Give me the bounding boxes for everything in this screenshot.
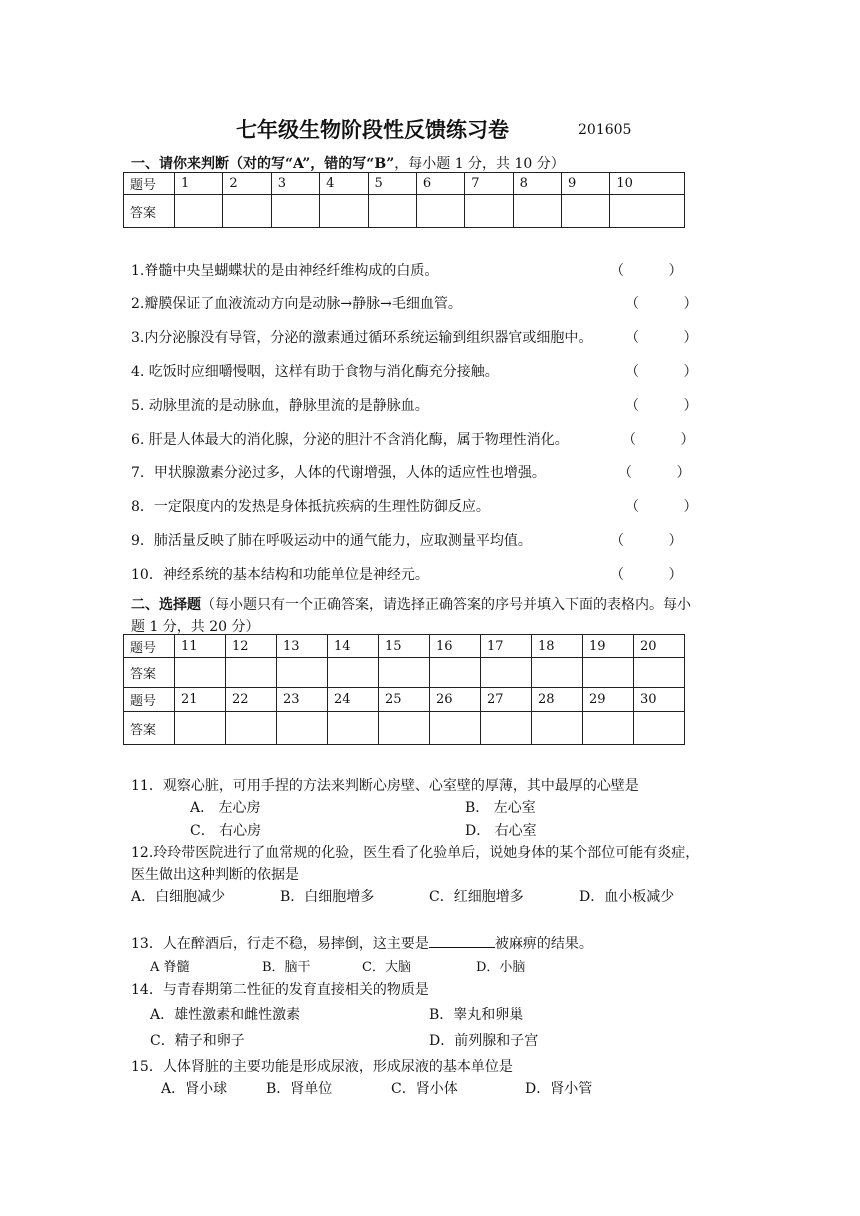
judgment-item: 10．神经系统的基本结构和功能单位是神经元。: [131, 567, 429, 583]
answer-parentheses[interactable]: （ ）: [610, 263, 683, 279]
judgment-item: 5. 动脉里流的是动脉血，静脉里流的是静脉血。: [131, 398, 429, 414]
answer-cell[interactable]: [379, 712, 430, 745]
judgment-item: 8．一定限度内的发热是身体抵抗疾病的生理性防御反应。: [131, 499, 490, 515]
question-number: 26: [430, 688, 481, 712]
question-number: 18: [532, 635, 583, 658]
question-number: 16: [430, 635, 481, 658]
question-12-option-c[interactable]: C．红细胞增多: [429, 889, 524, 905]
question-number: 11: [175, 635, 226, 658]
answer-cell[interactable]: [223, 195, 271, 228]
question-12-option-b[interactable]: B．白细胞增多: [280, 889, 375, 905]
question-number: 9: [562, 173, 610, 195]
answer-parentheses[interactable]: （ ）: [610, 533, 683, 549]
question-number: 3: [271, 173, 319, 195]
answer-cell[interactable]: [277, 712, 328, 745]
section2-heading-line2: 题 1 分，共 20 分）: [131, 619, 260, 635]
question-15-option-c[interactable]: C．肾小体: [391, 1081, 458, 1097]
answer-cell[interactable]: [430, 658, 481, 688]
answer-parentheses[interactable]: （ ）: [625, 330, 698, 346]
question-13-stem-post: 被麻痹的结果。: [494, 936, 593, 952]
question-number: 2: [223, 173, 271, 195]
question-11-option-b[interactable]: B． 左心室: [465, 800, 536, 816]
answer-parentheses[interactable]: （ ）: [618, 465, 691, 481]
paper-code: 201605: [578, 122, 632, 138]
question-number: 28: [532, 688, 583, 712]
answer-cell[interactable]: [226, 712, 277, 745]
question-number: 30: [634, 688, 685, 712]
question-number: 4: [320, 173, 368, 195]
question-number: 22: [226, 688, 277, 712]
question-12-option-d[interactable]: D．血小板减少: [579, 889, 675, 905]
question-number: 12: [226, 635, 277, 658]
question-12-stem: 12.玲玲带医院进行了血常规的化验，医生看了化验单后，说她身体的某个部位可能有炎症，: [131, 845, 700, 861]
choice-answer-table: [123, 634, 685, 745]
question-13-option-b[interactable]: B．脑干: [262, 960, 311, 975]
question-number: 10: [610, 173, 685, 195]
question-15-option-d[interactable]: D．肾小管: [525, 1081, 593, 1097]
answer-cell[interactable]: [465, 195, 513, 228]
question-15-option-a[interactable]: A．肾小球: [161, 1081, 228, 1097]
answer-parentheses[interactable]: （ ）: [610, 567, 683, 583]
question-15-stem: 15．人体肾脏的主要功能是形成尿液，形成尿液的基本单位是: [131, 1059, 513, 1075]
answer-cell[interactable]: [430, 712, 481, 745]
question-14-stem: 14．与青春期第二性征的发育直接相关的物质是: [131, 982, 429, 998]
answer-cell[interactable]: [379, 658, 430, 688]
question-15-option-b[interactable]: B．肾单位: [266, 1081, 333, 1097]
question-13-option-c[interactable]: C．大脑: [362, 960, 411, 975]
question-number: 13: [277, 635, 328, 658]
question-number: 23: [277, 688, 328, 712]
question-13-option-a[interactable]: A 脊髓: [150, 960, 190, 975]
judgment-item: 7．甲状腺激素分泌过多，人体的代谢增强，人体的适应性也增强。: [131, 465, 546, 481]
question-12-stem-line2: 医生做出这种判断的依据是: [131, 867, 299, 883]
table-row-label: 题号: [124, 173, 175, 195]
question-11-stem: 11．观察心脏，可用手捏的方法来判断心房壁、心室壁的厚薄，其中最厚的心壁是: [131, 778, 639, 794]
table-row-label: 答案: [124, 658, 175, 688]
question-number: 25: [379, 688, 430, 712]
section2-heading-rest: （每小题只有一个正确答案，请选择正确答案的序号并填入下面的表格内。每小: [201, 597, 691, 613]
answer-parentheses[interactable]: （ ）: [625, 364, 698, 380]
answer-parentheses[interactable]: （ ）: [625, 499, 698, 515]
section1-heading-bold: 一、请你来判断（对的写“A”，错的写“B”: [131, 156, 395, 172]
table-row-label: 题号: [124, 688, 175, 712]
question-number: 15: [379, 635, 430, 658]
section2-heading-bold: 二、选择题: [131, 597, 201, 613]
question-number: 1: [175, 173, 223, 195]
judgment-item: 4. 吃饭时应细嚼慢咽，这样有助于食物与消化酶充分接触。: [131, 364, 499, 380]
question-number: 27: [481, 688, 532, 712]
question-number: 6: [416, 173, 464, 195]
question-13-stem: [131, 933, 593, 953]
answer-cell[interactable]: [416, 195, 464, 228]
table-row-label: 答案: [124, 195, 175, 228]
question-13-stem-pre: 13．人在醉酒后，行走不稳，易摔倒，这主要是: [131, 936, 429, 952]
answer-cell[interactable]: [320, 195, 368, 228]
judgment-item: 6. 肝是人体最大的消化腺，分泌的胆汁不含消化酶，属于物理性消化。: [131, 432, 569, 448]
judgment-item: 9．肺活量反映了肺在呼吸运动中的通气能力，应取测量平均值。: [131, 533, 532, 549]
answer-cell[interactable]: [175, 658, 226, 688]
answer-cell[interactable]: [481, 658, 532, 688]
answer-cell[interactable]: [513, 195, 561, 228]
question-number: 17: [481, 635, 532, 658]
section2-heading: [131, 594, 691, 614]
table-row-label: 答案: [124, 712, 175, 745]
answer-cell[interactable]: [481, 712, 532, 745]
table-row-label: 题号: [124, 635, 175, 658]
answer-cell[interactable]: [532, 658, 583, 688]
question-14-option-c[interactable]: C．精子和卵子: [150, 1033, 245, 1049]
answer-cell[interactable]: [175, 712, 226, 745]
judgment-answer-table: [123, 172, 685, 228]
answer-cell[interactable]: [368, 195, 416, 228]
answer-cell[interactable]: [226, 658, 277, 688]
answer-cell[interactable]: [583, 712, 634, 745]
judgment-item: 2.瓣膜保证了血液流动方向是动脉→静脉→毛细血管。: [131, 296, 462, 312]
question-11-option-a[interactable]: A． 左心房: [190, 800, 261, 816]
question-number: 19: [583, 635, 634, 658]
answer-parentheses[interactable]: （ ）: [622, 432, 695, 448]
question-number: 20: [634, 635, 685, 658]
answer-parentheses[interactable]: （ ）: [625, 296, 698, 312]
question-12-option-a[interactable]: A．白细胞减少: [131, 889, 226, 905]
question-14-option-b[interactable]: B．睾丸和卵巢: [429, 1007, 524, 1023]
question-14-option-a[interactable]: A．雄性激素和雌性激素: [150, 1007, 301, 1023]
answer-cell[interactable]: [610, 195, 685, 228]
question-11-option-d[interactable]: D． 右心室: [465, 823, 537, 839]
section1-heading: [131, 153, 565, 173]
answer-cell[interactable]: [634, 712, 685, 745]
question-number: 24: [328, 688, 379, 712]
judgment-item: 3.内分泌腺没有导管，分泌的激素通过循环系统运输到组织器官或细胞中。: [131, 330, 593, 346]
answer-cell[interactable]: [277, 658, 328, 688]
answer-cell[interactable]: [175, 195, 223, 228]
answer-cell[interactable]: [634, 658, 685, 688]
fill-in-blank[interactable]: [429, 933, 495, 948]
question-number: 14: [328, 635, 379, 658]
question-11-option-c[interactable]: C． 右心房: [190, 823, 262, 839]
answer-cell[interactable]: [532, 712, 583, 745]
question-number: 8: [513, 173, 561, 195]
question-number: 5: [368, 173, 416, 195]
question-number: 21: [175, 688, 226, 712]
question-14-option-d[interactable]: D．前列腺和子宫: [429, 1033, 539, 1049]
answer-cell[interactable]: [328, 712, 379, 745]
answer-cell[interactable]: [271, 195, 319, 228]
question-number: 29: [583, 688, 634, 712]
judgment-item: 1.脊髓中央呈蝴蝶状的是由神经纤维构成的白质。: [131, 263, 439, 279]
question-number: 7: [465, 173, 513, 195]
answer-parentheses[interactable]: （ ）: [625, 398, 698, 414]
answer-cell[interactable]: [328, 658, 379, 688]
answer-cell[interactable]: [562, 195, 610, 228]
question-13-option-d[interactable]: D．小脑: [476, 960, 526, 975]
answer-cell[interactable]: [583, 658, 634, 688]
section1-heading-rest: ，每小题 1 分，共 10 分）: [394, 156, 565, 172]
page-title: 七年级生物阶段性反馈练习卷: [236, 117, 509, 142]
